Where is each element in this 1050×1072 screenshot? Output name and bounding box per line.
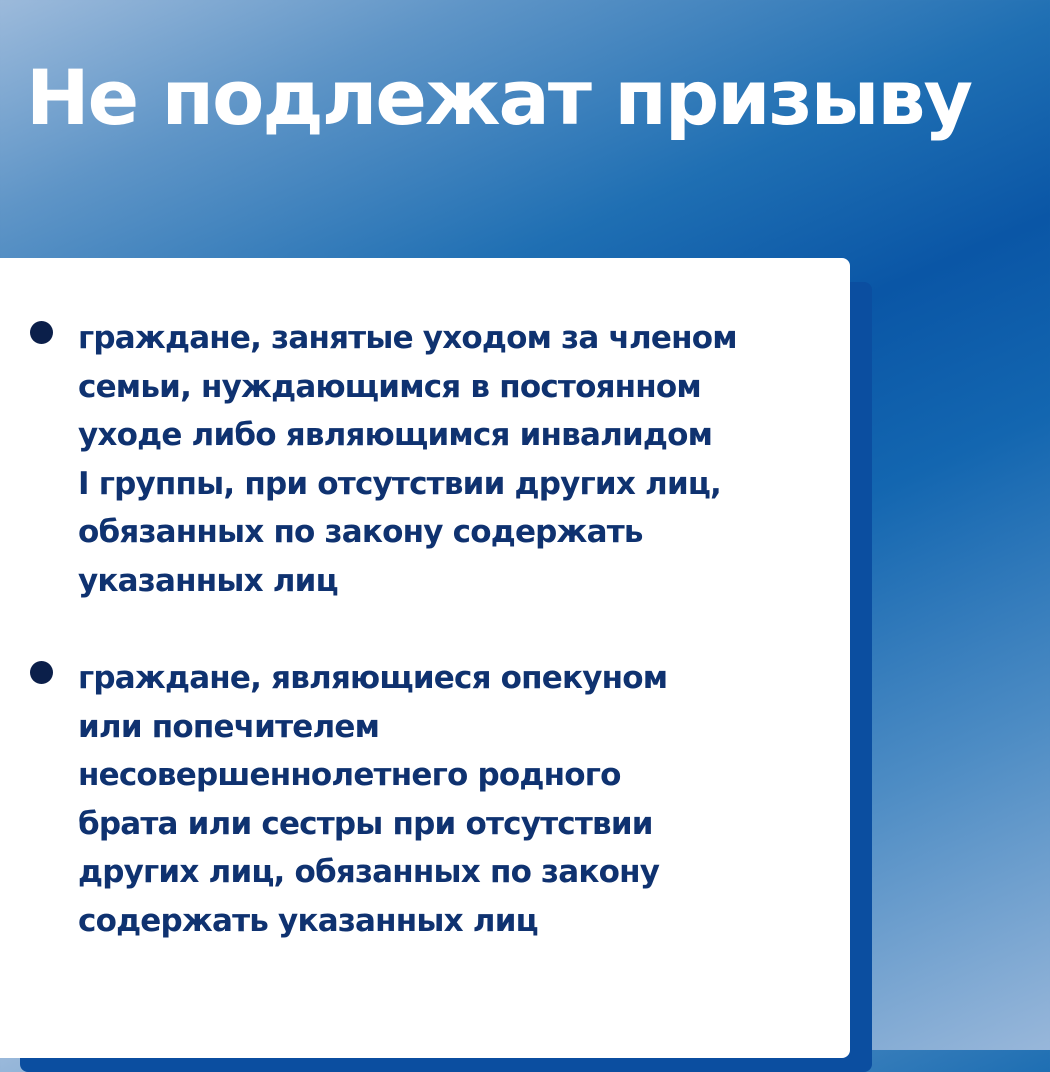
page-title: Не подлежат призыву xyxy=(26,53,972,142)
list-item-text xyxy=(78,314,838,606)
text-line: содержать указанных лиц xyxy=(78,902,538,939)
bullet-dot-icon xyxy=(30,661,53,684)
list-item-text xyxy=(78,654,838,946)
text-line: граждане, являющиеся опекуном xyxy=(78,660,668,696)
text-line: указанных лиц xyxy=(78,562,338,599)
bullet-dot-icon xyxy=(30,321,53,344)
text-line: или попечителем xyxy=(78,708,380,745)
list-item xyxy=(30,314,838,606)
text-line: брата или сестры при отсутствии xyxy=(78,805,653,842)
text-line: уходе либо являющимся инвалидом xyxy=(78,417,713,454)
text-line: обязанных по закону содержать xyxy=(78,514,643,551)
list-item xyxy=(30,654,838,946)
text-line: граждане, занятые уходом за членом xyxy=(78,320,737,356)
text-line: других лиц, обязанных по закону xyxy=(78,854,660,891)
text-line: несовершеннолетнего родного xyxy=(78,757,621,794)
text-line: I группы, при отсутствии других лиц, xyxy=(78,465,722,502)
text-line: семьи, нуждающимся в постоянном xyxy=(78,368,701,405)
